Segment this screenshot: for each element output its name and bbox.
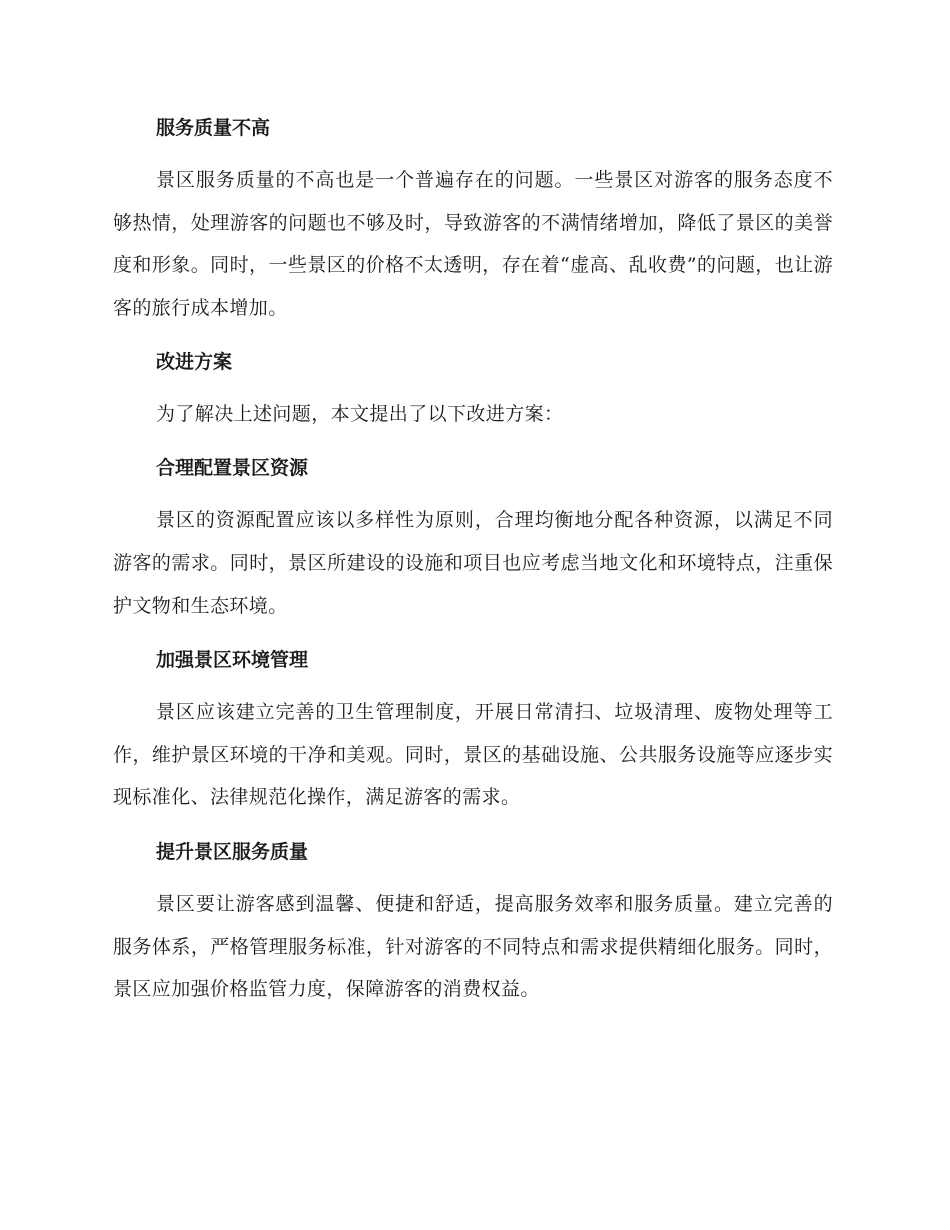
section-paragraph-service-quality: 景区服务质量的不高也是一个普遍存在的问题。一些景区对游客的服务态度不够热情，处理游客的问题也不够及时，导致游客的不满情绪增加，降低了景区的美誉度和形象。同时，一些景区的价格不太透明，存在着“虚高、乱收费”的问题，也让游客的旅行成本增加。 — [113, 169, 833, 319]
section-heading-improvement-plan: 改进方案 — [156, 351, 233, 374]
section-heading-service-improvement: 提升景区服务质量 — [156, 840, 309, 863]
section-heading-resource-allocation: 合理配置景区资源 — [156, 457, 309, 480]
document-body — [113, 107, 833, 1023]
section-paragraph-improvement-plan: 为了解决上述问题，本文提出了以下改进方案： — [156, 403, 564, 426]
section-heading-service-quality: 服务质量不高 — [156, 117, 271, 139]
section-paragraph-resource-allocation: 景区的资源配置应该以多样性为原则，合理均衡地分配各种资源，以满足不同游客的需求。同时，景区所建设的设施和项目也应考虑当地文化和环境特点，注重保护文物和生态环境。 — [113, 509, 833, 617]
section-paragraph-environment-management: 景区应该建立完善的卫生管理制度，开展日常清扫、垃圾清理、废物处理等工作，维护景区环境的干净和美观。同时，景区的基础设施、公共服务设施等应逐步实现标准化、法律规范化操作，满足游客的需求。 — [113, 701, 833, 809]
section-paragraph-service-improvement: 景区要让游客感到温馨、便捷和舒适，提高服务效率和服务质量。建立完善的服务体系，严格管理服务标准，针对游客的不同特点和需求提供精细化服务。同时，景区应加强价格监管力度，保障游客的消费权益。 — [113, 892, 833, 1001]
section-heading-environment-management: 加强景区环境管理 — [156, 649, 309, 672]
